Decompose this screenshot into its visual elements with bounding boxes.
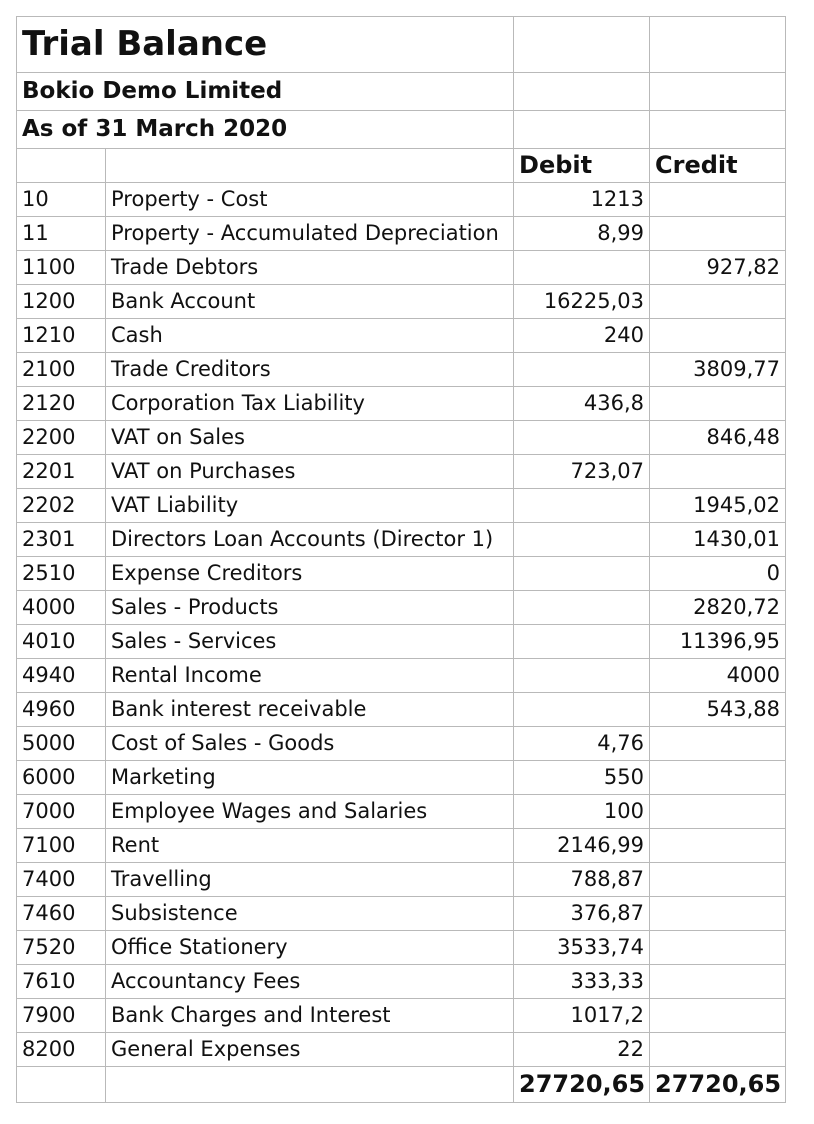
table-row bbox=[17, 591, 786, 625]
table-row bbox=[17, 557, 786, 591]
empty-cell bbox=[514, 111, 650, 149]
credit-value bbox=[650, 1033, 786, 1067]
account-name: Employee Wages and Salaries bbox=[106, 795, 514, 829]
account-code: 2201 bbox=[17, 455, 106, 489]
debit-value bbox=[514, 693, 650, 727]
account-code: 4000 bbox=[17, 591, 106, 625]
credit-value bbox=[650, 863, 786, 897]
table-row bbox=[17, 659, 786, 693]
period-row bbox=[17, 111, 786, 149]
credit-value: 846,48 bbox=[650, 421, 786, 455]
debit-value bbox=[514, 591, 650, 625]
account-name: Directors Loan Accounts (Director 1) bbox=[106, 523, 514, 557]
table-row bbox=[17, 183, 786, 217]
credit-header: Credit bbox=[650, 149, 786, 183]
account-name: VAT on Purchases bbox=[106, 455, 514, 489]
credit-value bbox=[650, 455, 786, 489]
account-code: 1100 bbox=[17, 251, 106, 285]
credit-value bbox=[650, 999, 786, 1033]
debit-value: 1017,2 bbox=[514, 999, 650, 1033]
account-name: Rental Income bbox=[106, 659, 514, 693]
debit-value: 436,8 bbox=[514, 387, 650, 421]
credit-value bbox=[650, 183, 786, 217]
credit-value bbox=[650, 319, 786, 353]
account-name: Rent bbox=[106, 829, 514, 863]
account-code: 7900 bbox=[17, 999, 106, 1033]
debit-value: 2146,99 bbox=[514, 829, 650, 863]
table-row bbox=[17, 761, 786, 795]
totals-row bbox=[17, 1067, 786, 1103]
table-row bbox=[17, 387, 786, 421]
account-code: 7000 bbox=[17, 795, 106, 829]
credit-value: 11396,95 bbox=[650, 625, 786, 659]
account-code: 10 bbox=[17, 183, 106, 217]
account-code: 2200 bbox=[17, 421, 106, 455]
debit-value: 550 bbox=[514, 761, 650, 795]
credit-value bbox=[650, 897, 786, 931]
credit-value: 927,82 bbox=[650, 251, 786, 285]
debit-value: 376,87 bbox=[514, 897, 650, 931]
account-code: 2100 bbox=[17, 353, 106, 387]
table-row bbox=[17, 931, 786, 965]
debit-value bbox=[514, 353, 650, 387]
debit-value: 788,87 bbox=[514, 863, 650, 897]
table-row bbox=[17, 217, 786, 251]
account-name: Trade Creditors bbox=[106, 353, 514, 387]
credit-value bbox=[650, 795, 786, 829]
account-code: 7610 bbox=[17, 965, 106, 999]
credit-value: 4000 bbox=[650, 659, 786, 693]
table-row bbox=[17, 693, 786, 727]
account-name: Sales - Services bbox=[106, 625, 514, 659]
account-name: Property - Cost bbox=[106, 183, 514, 217]
credit-value bbox=[650, 829, 786, 863]
debit-value: 723,07 bbox=[514, 455, 650, 489]
table-row bbox=[17, 999, 786, 1033]
account-name: Bank Charges and Interest bbox=[106, 999, 514, 1033]
account-name: Travelling bbox=[106, 863, 514, 897]
company-row bbox=[17, 73, 786, 111]
table-row bbox=[17, 897, 786, 931]
table-row bbox=[17, 455, 786, 489]
debit-value bbox=[514, 489, 650, 523]
credit-value: 0 bbox=[650, 557, 786, 591]
empty-cell bbox=[514, 73, 650, 111]
column-header-row bbox=[17, 149, 786, 183]
account-code: 2301 bbox=[17, 523, 106, 557]
debit-value: 16225,03 bbox=[514, 285, 650, 319]
account-code: 2202 bbox=[17, 489, 106, 523]
account-code: 1200 bbox=[17, 285, 106, 319]
account-name: Marketing bbox=[106, 761, 514, 795]
table-row bbox=[17, 421, 786, 455]
debit-value: 333,33 bbox=[514, 965, 650, 999]
account-name: Cash bbox=[106, 319, 514, 353]
debit-value bbox=[514, 421, 650, 455]
debit-total: 27720,65 bbox=[514, 1067, 650, 1103]
credit-value bbox=[650, 727, 786, 761]
account-name: Cost of Sales - Goods bbox=[106, 727, 514, 761]
table-row bbox=[17, 285, 786, 319]
debit-value bbox=[514, 251, 650, 285]
title-row bbox=[17, 17, 786, 73]
empty-cell bbox=[514, 17, 650, 73]
credit-value: 1430,01 bbox=[650, 523, 786, 557]
account-code: 2510 bbox=[17, 557, 106, 591]
table-row bbox=[17, 965, 786, 999]
credit-value bbox=[650, 387, 786, 421]
debit-value: 8,99 bbox=[514, 217, 650, 251]
account-code: 2120 bbox=[17, 387, 106, 421]
account-name: Trade Debtors bbox=[106, 251, 514, 285]
account-name: Office Stationery bbox=[106, 931, 514, 965]
account-code: 1210 bbox=[17, 319, 106, 353]
table-row bbox=[17, 829, 786, 863]
account-code: 4010 bbox=[17, 625, 106, 659]
account-code: 6000 bbox=[17, 761, 106, 795]
debit-value: 22 bbox=[514, 1033, 650, 1067]
debit-value bbox=[514, 557, 650, 591]
table-row bbox=[17, 625, 786, 659]
account-code: 11 bbox=[17, 217, 106, 251]
account-code: 4960 bbox=[17, 693, 106, 727]
account-code: 5000 bbox=[17, 727, 106, 761]
trial-balance-table bbox=[16, 16, 786, 1103]
debit-value: 240 bbox=[514, 319, 650, 353]
credit-value bbox=[650, 761, 786, 795]
debit-value bbox=[514, 625, 650, 659]
credit-value: 543,88 bbox=[650, 693, 786, 727]
table-row bbox=[17, 319, 786, 353]
debit-value bbox=[514, 659, 650, 693]
empty-cell bbox=[17, 149, 106, 183]
account-code: 7460 bbox=[17, 897, 106, 931]
account-code: 7100 bbox=[17, 829, 106, 863]
credit-value bbox=[650, 217, 786, 251]
debit-header: Debit bbox=[514, 149, 650, 183]
account-code: 4940 bbox=[17, 659, 106, 693]
table-row bbox=[17, 353, 786, 387]
account-name: Accountancy Fees bbox=[106, 965, 514, 999]
empty-cell bbox=[17, 1067, 106, 1103]
debit-value: 1213 bbox=[514, 183, 650, 217]
table-row bbox=[17, 795, 786, 829]
credit-value: 3809,77 bbox=[650, 353, 786, 387]
table-row bbox=[17, 523, 786, 557]
credit-value: 1945,02 bbox=[650, 489, 786, 523]
account-name: Property - Accumulated Depreciation bbox=[106, 217, 514, 251]
credit-total: 27720,65 bbox=[650, 1067, 786, 1103]
account-code: 8200 bbox=[17, 1033, 106, 1067]
account-name: Subsistence bbox=[106, 897, 514, 931]
credit-value: 2820,72 bbox=[650, 591, 786, 625]
account-name: VAT Liability bbox=[106, 489, 514, 523]
report-title: Trial Balance bbox=[17, 17, 514, 73]
debit-value: 3533,74 bbox=[514, 931, 650, 965]
account-name: VAT on Sales bbox=[106, 421, 514, 455]
table-row bbox=[17, 727, 786, 761]
account-code: 7400 bbox=[17, 863, 106, 897]
credit-value bbox=[650, 931, 786, 965]
debit-value bbox=[514, 523, 650, 557]
empty-cell bbox=[106, 149, 514, 183]
debit-value: 4,76 bbox=[514, 727, 650, 761]
credit-value bbox=[650, 285, 786, 319]
account-name: Corporation Tax Liability bbox=[106, 387, 514, 421]
report-period: As of 31 March 2020 bbox=[17, 111, 514, 149]
table-row bbox=[17, 863, 786, 897]
table-row bbox=[17, 1033, 786, 1067]
account-name: Sales - Products bbox=[106, 591, 514, 625]
empty-cell bbox=[106, 1067, 514, 1103]
empty-cell bbox=[650, 111, 786, 149]
debit-value: 100 bbox=[514, 795, 650, 829]
empty-cell bbox=[650, 17, 786, 73]
company-name: Bokio Demo Limited bbox=[17, 73, 514, 111]
account-name: Bank interest receivable bbox=[106, 693, 514, 727]
table-row bbox=[17, 489, 786, 523]
table-row bbox=[17, 251, 786, 285]
account-name: Expense Creditors bbox=[106, 557, 514, 591]
account-name: Bank Account bbox=[106, 285, 514, 319]
account-name: General Expenses bbox=[106, 1033, 514, 1067]
account-code: 7520 bbox=[17, 931, 106, 965]
credit-value bbox=[650, 965, 786, 999]
empty-cell bbox=[650, 73, 786, 111]
